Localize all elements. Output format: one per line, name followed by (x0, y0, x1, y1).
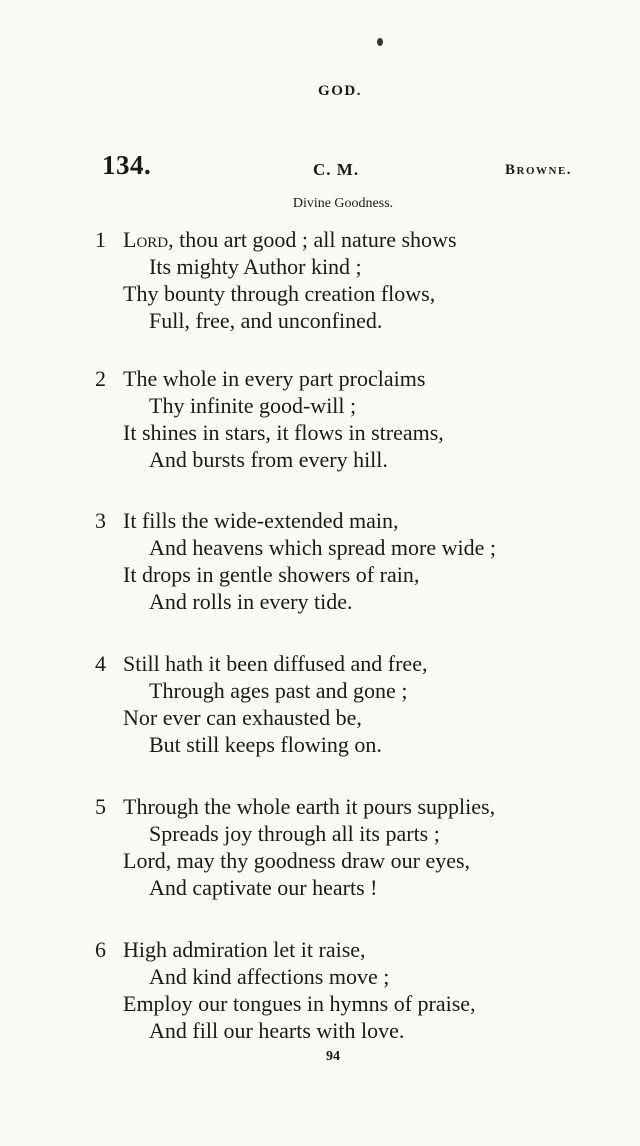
page-number: 94 (326, 1049, 340, 1064)
verse-line-text: High admiration let it raise, (123, 937, 366, 962)
verse-line (123, 227, 457, 253)
hymn-subtitle: Divine Goodness. (292, 196, 394, 211)
verse-line-text: It drops in gentle showers of rain, (123, 562, 420, 587)
verse-line (149, 308, 382, 334)
verse-line-text: It fills the wide-extended main, (123, 508, 399, 533)
verse-line-text: But still keeps flowing on. (149, 732, 382, 757)
verse-line-text: Lord, may thy goodness draw our eyes, (123, 848, 471, 873)
verse-number: 6 (95, 937, 106, 962)
verse-line (149, 678, 407, 704)
verse-line (123, 651, 427, 677)
verse-line-text: Employ our tongues in hymns of praise, (123, 991, 476, 1016)
verse-line (149, 732, 382, 758)
verse-line (123, 937, 366, 963)
verse-number: 4 (95, 651, 106, 676)
verse-line-text: And rolls in every tide. (149, 589, 353, 614)
small-caps-word: Lord (123, 227, 169, 252)
verse-line-text: Full, free, and unconfined. (149, 308, 383, 333)
verse-line-text: , thou art good ; all nature shows (168, 227, 457, 252)
verse-line (123, 705, 362, 731)
verse-line-text: And kind affections move ; (149, 964, 390, 989)
verse-line-text: Its mighty Author kind ; (149, 254, 362, 279)
verse-line (149, 447, 388, 473)
verse-line (149, 254, 362, 280)
verse-line (123, 366, 425, 392)
verse-line (149, 964, 389, 990)
verse-line-text: The whole in every part proclaims (123, 366, 426, 391)
verse-line (149, 821, 440, 847)
hymn-number: 134. (102, 150, 152, 180)
verse-number: 2 (95, 366, 106, 391)
verse-line (149, 589, 352, 615)
verse-line-text: And heavens which spread more wide ; (149, 535, 497, 560)
verse-number: 5 (95, 794, 106, 819)
verse-line (149, 393, 356, 419)
verse-line (149, 535, 496, 561)
verse-line-text: And bursts from every hill. (149, 447, 388, 472)
verse-line (149, 1018, 404, 1044)
tune-name: Browne. (505, 162, 573, 178)
verse-line-text: Through the whole earth it pours supplies, (123, 794, 496, 819)
verse-line (123, 420, 444, 446)
running-head: GOD. (318, 83, 362, 99)
verse-line-text: And captivate our hearts ! (149, 875, 378, 900)
verse-line-text: It shines in stars, it flows in streams, (123, 420, 444, 445)
verse-line-text: Through ages past and gone ; (149, 678, 408, 703)
verse-line (123, 562, 419, 588)
verse-line-text: Nor ever can exhausted be, (123, 705, 362, 730)
verse-number: 3 (95, 508, 106, 533)
ink-speck (377, 38, 383, 46)
verse-line (149, 875, 377, 901)
verse-line-text: Thy infinite good-will ; (149, 393, 357, 418)
verse-line-text: Thy bounty through creation flows, (123, 281, 436, 306)
verse-line (123, 848, 470, 874)
verse-number: 1 (95, 227, 106, 252)
hymn-meter: C. M. (313, 160, 360, 179)
verse-line-text: And fill our hearts with love. (149, 1018, 405, 1043)
verse-line (123, 508, 399, 534)
verse-line (123, 794, 495, 820)
verse-line (123, 281, 435, 307)
verse-line-text: Spreads joy through all its parts ; (149, 821, 440, 846)
verse-line (123, 991, 476, 1017)
verse-line-text: Still hath it been diffused and free, (123, 651, 428, 676)
